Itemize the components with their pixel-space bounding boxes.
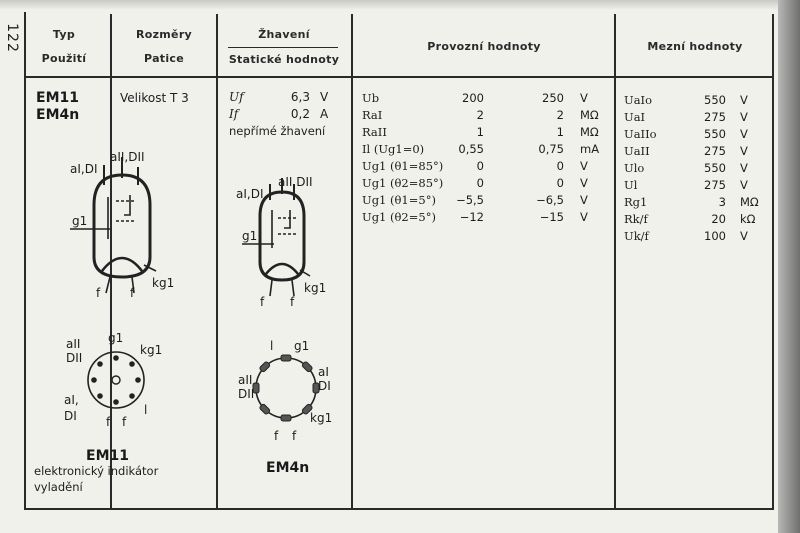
page-top-shadow: [0, 0, 778, 10]
limit-symbol: UaII: [624, 144, 650, 158]
limit-unit: V: [740, 161, 748, 175]
op-symbol: Ug1 (θ2=5°): [362, 210, 436, 224]
op-unit: V: [580, 91, 588, 105]
em4n-label-f2: f: [290, 295, 295, 309]
header-pouziti: Použití: [41, 52, 87, 65]
limit-unit: V: [740, 144, 748, 158]
limit-value: 275: [704, 178, 726, 192]
em11-base-f1: f: [106, 415, 111, 429]
tube-type-em4n: EM4n: [36, 107, 80, 123]
limit-value: 275: [704, 144, 726, 158]
header-patice: Patice: [144, 52, 184, 65]
heating-note: nepřímé žhavení: [229, 124, 326, 138]
em11-label-aiidii: aII,DII: [110, 150, 145, 164]
limit-symbol: Ulo: [624, 161, 645, 175]
em11-base-aii: aII: [66, 337, 81, 351]
em4n-label-g1: g1: [242, 229, 258, 243]
heating-uf-unit: V: [320, 90, 329, 104]
limit-symbol: Uk/f: [624, 229, 649, 243]
table-right-border: [772, 14, 774, 510]
op-unit: mA: [580, 142, 600, 156]
limit-value: 100: [704, 229, 726, 243]
header-mezni-hodnoty: Mezní hodnoty: [647, 40, 743, 53]
em4n-base-g1: g1: [294, 339, 310, 353]
em11-base-di: DI: [64, 409, 77, 423]
limit-symbol: Rk/f: [624, 212, 648, 226]
em4n-base-kg1: kg1: [310, 411, 333, 425]
op-symbol: Ub: [362, 91, 380, 105]
limit-unit: kΩ: [740, 212, 756, 226]
op-value-1: −5,5: [456, 193, 484, 207]
em4n-label-f1: f: [260, 295, 265, 309]
header-provozni-hodnoty: Provozní hodnoty: [427, 40, 541, 53]
limit-symbol: Rg1: [624, 195, 648, 209]
op-symbol: Ug1 (θ2=85°): [362, 176, 444, 190]
em4n-label-aidi: aI,DI: [236, 187, 264, 201]
em11-label-g1: g1: [72, 214, 88, 228]
em11-base-l: l: [144, 403, 148, 417]
op-value-1: −12: [459, 210, 484, 224]
header-rozmery: Rozměry: [135, 28, 193, 41]
em4n-base-l: l: [270, 339, 274, 353]
em11-schematic: [40, 145, 200, 305]
em11-base-kg1: kg1: [140, 343, 163, 357]
limit-symbol: UaIIo: [624, 127, 657, 141]
header-zhaveni: Žhavení: [258, 28, 310, 41]
em4n-schematic: [226, 170, 346, 320]
em4n-label-kg1: kg1: [304, 281, 327, 295]
op-value-2: 0: [556, 176, 564, 190]
op-value-1: 0: [476, 176, 484, 190]
header-staticke-hodnoty: Statické hodnoty: [228, 53, 340, 66]
limit-value: 550: [704, 93, 726, 107]
em4n-caption: EM4n: [266, 460, 310, 476]
op-value-1: 0,55: [458, 142, 484, 156]
op-symbol: Ug1 (θ1=85°): [362, 159, 444, 173]
page-number: 122: [4, 23, 20, 53]
em11-label-f2: f: [130, 286, 135, 300]
heating-uf-symbol: Uf: [229, 90, 244, 104]
tube-type-em11: EM11: [36, 90, 79, 106]
em4n-base-aii: aII: [238, 373, 253, 387]
usage-line-1: elektronický indikátor: [34, 464, 159, 478]
em4n-base-ai: aI: [318, 365, 329, 379]
table-bottom-border: [24, 508, 774, 510]
usage-line-2: vyladění: [34, 480, 83, 494]
op-value-2: 0: [556, 159, 564, 173]
limit-unit: V: [740, 110, 748, 124]
op-symbol: RaI: [362, 108, 383, 122]
header-divider: [24, 76, 774, 78]
limit-unit: MΩ: [740, 195, 759, 209]
op-unit: MΩ: [580, 125, 599, 139]
op-unit: MΩ: [580, 108, 599, 122]
limit-unit: V: [740, 178, 748, 192]
heating-if-value: 0,2: [290, 107, 310, 121]
limit-value: 275: [704, 110, 726, 124]
op-value-2: −6,5: [536, 193, 564, 207]
em11-base-g1: g1: [108, 331, 124, 345]
em4n-base-di: DI: [318, 379, 331, 393]
em11-label-f1: f: [96, 286, 101, 300]
em4n-label-aiidii: aII,DII: [278, 175, 313, 189]
heating-if-unit: A: [320, 107, 329, 121]
heating-subheader-line: [228, 47, 338, 48]
limit-value: 20: [711, 212, 726, 226]
table-left-border: [24, 12, 26, 510]
limit-unit: V: [740, 93, 748, 107]
op-value-1: 200: [462, 91, 484, 105]
op-value-2: 1: [556, 125, 564, 139]
em11-caption: EM11: [86, 448, 129, 464]
col-divider-4: [614, 14, 616, 510]
limit-value: 550: [704, 161, 726, 175]
header-typ: Typ: [52, 28, 76, 41]
em11-base: [60, 330, 180, 430]
em11-label-l: l: [136, 168, 140, 182]
op-value-1: 0: [476, 159, 484, 173]
heating-uf-value: 6,3: [290, 90, 310, 104]
page-edge-shadow: [778, 0, 800, 533]
col-divider-3: [351, 14, 353, 510]
em4n-base-dii: DII: [238, 387, 255, 401]
op-unit: V: [580, 176, 588, 190]
em11-label-aidi: aI,DI: [70, 162, 98, 176]
limit-symbol: Ul: [624, 178, 638, 192]
em11-base-dii: DII: [66, 351, 83, 365]
limit-value: 3: [718, 195, 726, 209]
em4n-base-f1: f: [274, 429, 279, 443]
limit-symbol: UaIo: [624, 93, 653, 107]
em11-label-kg1: kg1: [152, 276, 175, 290]
op-unit: V: [580, 210, 588, 224]
op-value-2: 2: [556, 108, 564, 122]
limit-unit: V: [740, 127, 748, 141]
op-value-2: −15: [539, 210, 564, 224]
op-unit: V: [580, 159, 588, 173]
op-symbol: Il (Ug1=0): [362, 142, 425, 156]
col-divider-2: [216, 14, 218, 510]
op-symbol: Ug1 (θ1=5°): [362, 193, 436, 207]
op-value-2: 250: [542, 91, 564, 105]
tube-size: Velikost T 3: [120, 91, 189, 105]
em11-base-ai: aI,: [64, 393, 79, 407]
op-value-1: 2: [476, 108, 484, 122]
heating-if-symbol: If: [229, 107, 239, 121]
limit-symbol: UaI: [624, 110, 646, 124]
limit-value: 550: [704, 127, 726, 141]
op-value-2: 0,75: [538, 142, 564, 156]
em11-base-f2: f: [122, 415, 127, 429]
op-unit: V: [580, 193, 588, 207]
op-value-1: 1: [476, 125, 484, 139]
em4n-base: [234, 336, 344, 446]
op-symbol: RaII: [362, 125, 387, 139]
limit-unit: V: [740, 229, 748, 243]
em4n-base-f2: f: [292, 429, 297, 443]
